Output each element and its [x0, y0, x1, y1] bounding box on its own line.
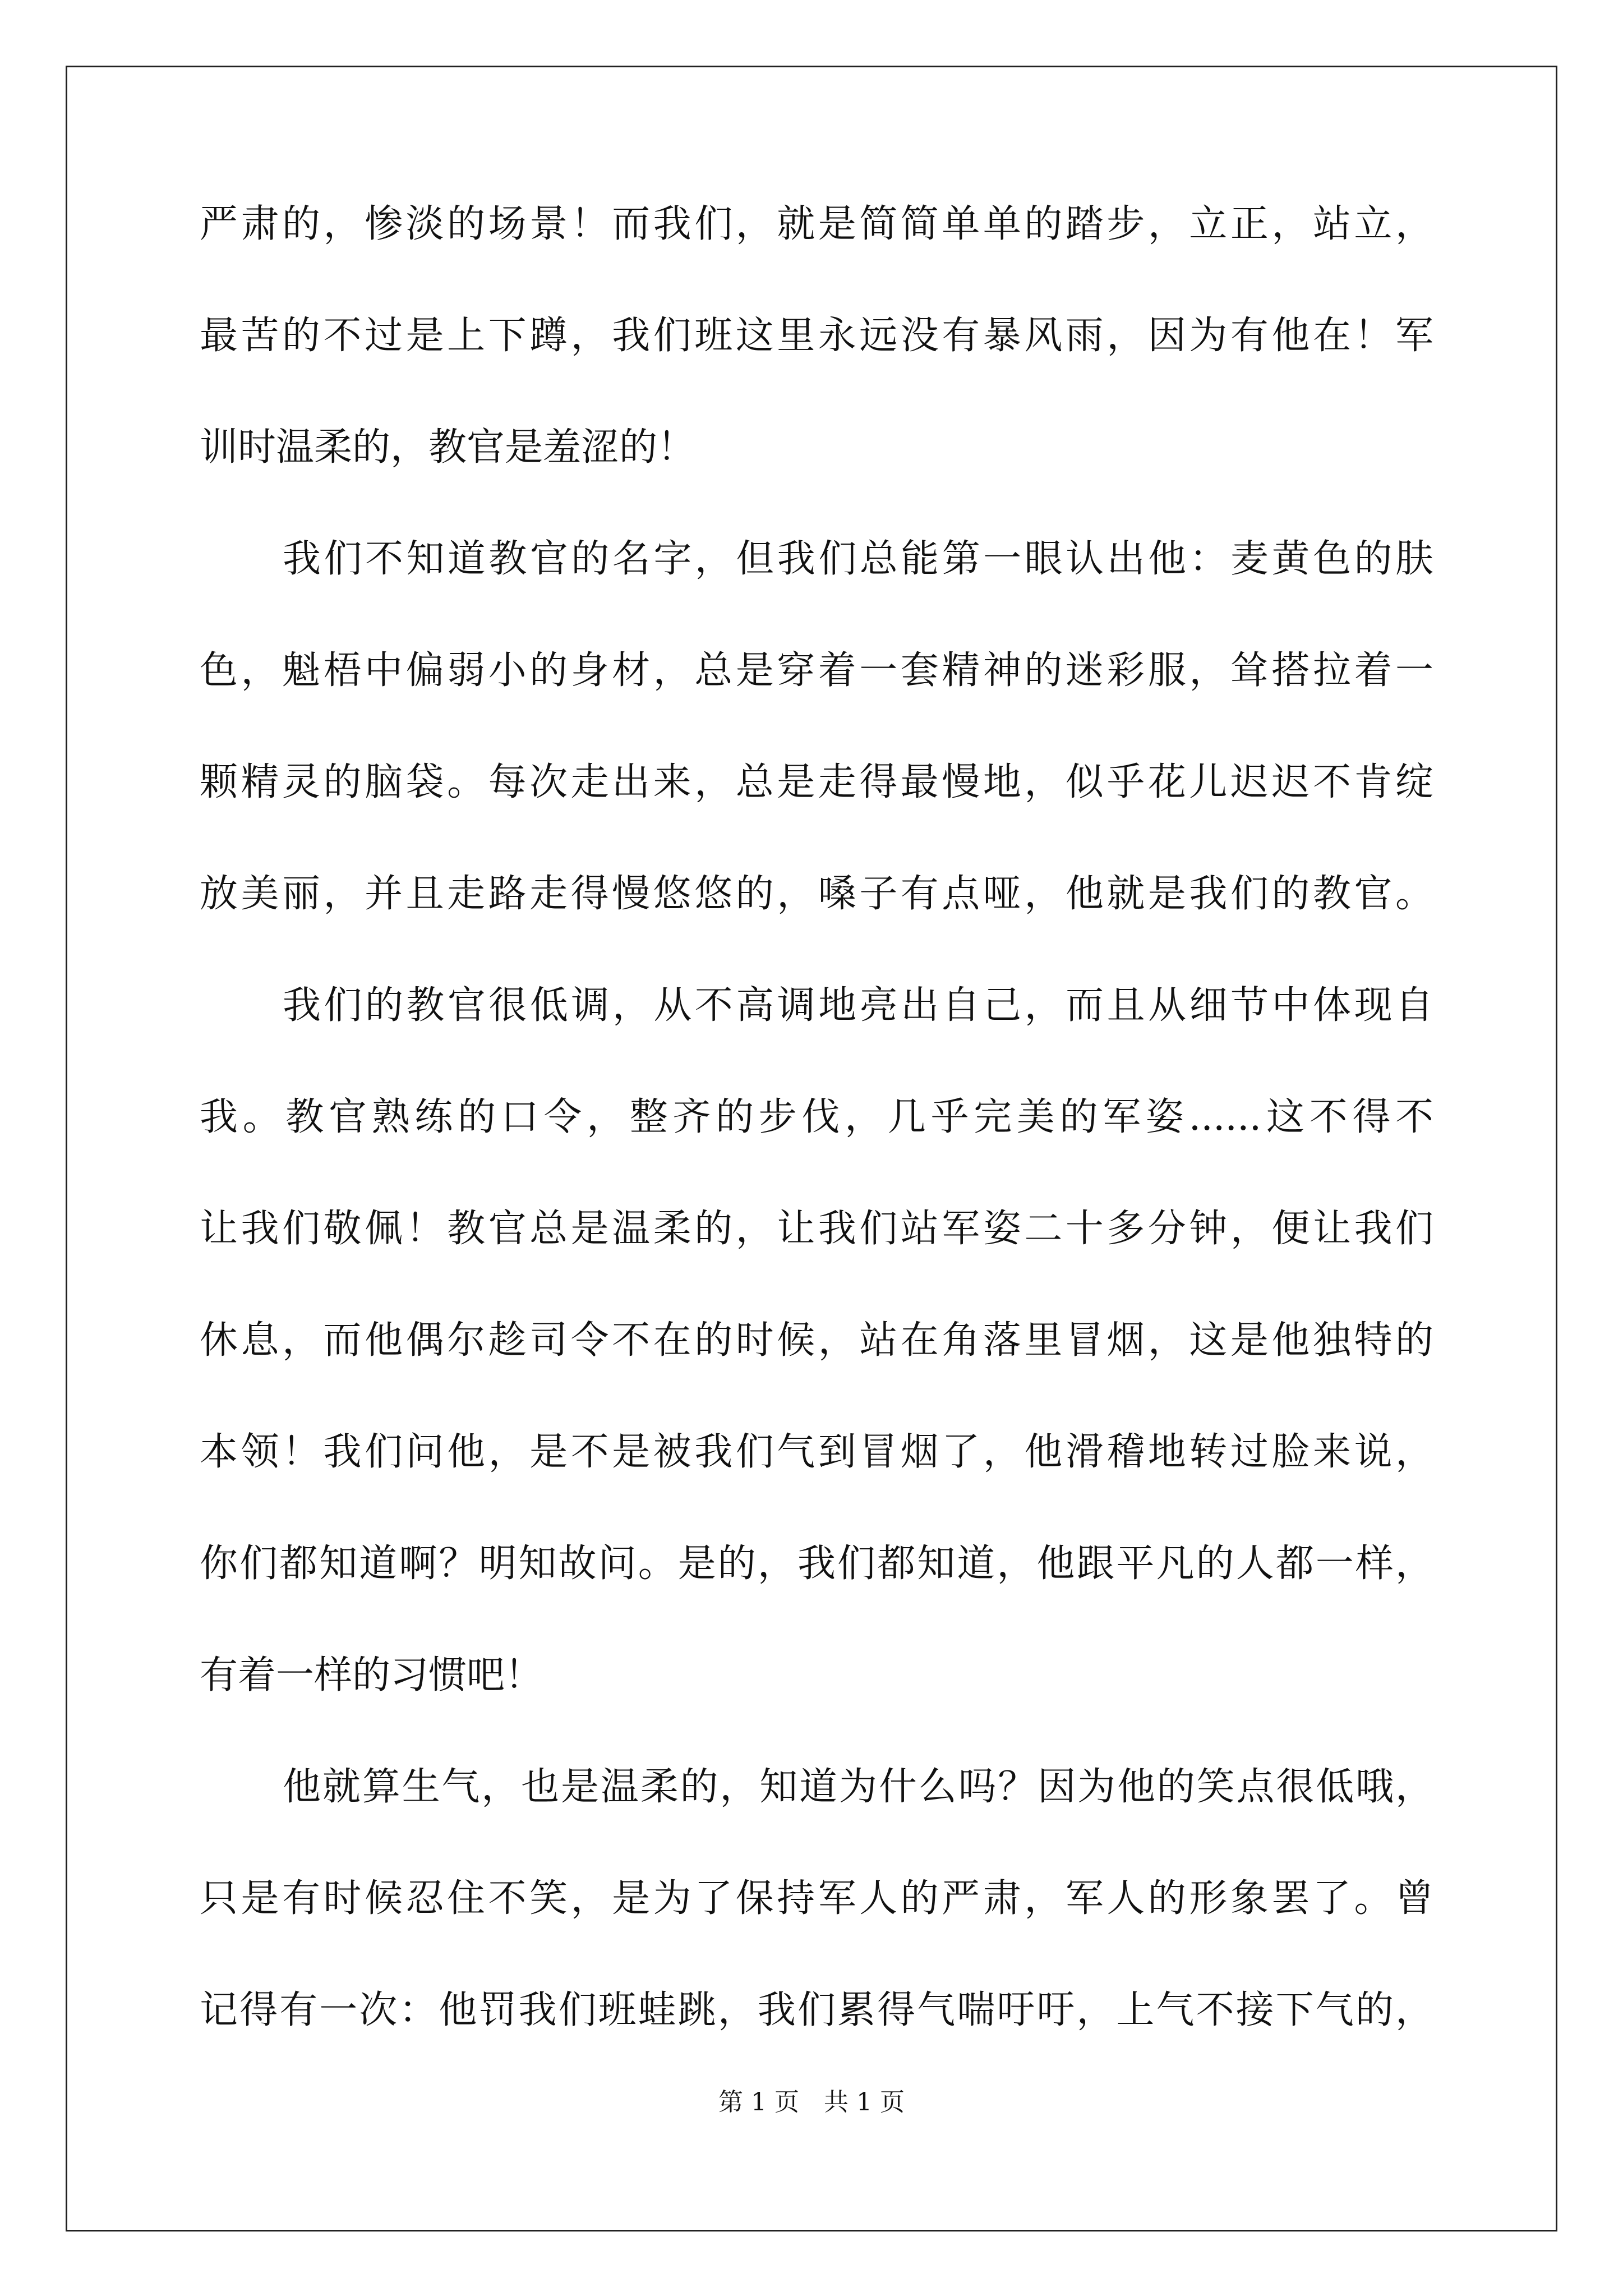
text-line: 他就算生气，也是温柔的，知道为什么吗？因为他的笑点很低哦，: [283, 1765, 1433, 1809]
page-footer: [0, 2086, 1623, 2119]
text-line: 只是有时候忍住不笑，是为了保持军人的严肃，军人的形象罢了。曾: [200, 1876, 1433, 1921]
text-line: 训时温柔的，教官是羞涩的！: [200, 425, 696, 470]
text-line: 有着一样的习惯吧！: [200, 1653, 543, 1697]
text-line: 放美丽，并且走路走得慢悠悠的，嗓子有点哑，他就是我们的教官。: [200, 872, 1433, 916]
text-line: 记得有一次：他罚我们班蛙跳，我们累得气喘吁吁，上气不接下气的，: [200, 1988, 1433, 2032]
text-line: 颗精灵的脑袋。每次走出来，总是走得最慢地，似乎花儿迟迟不肯绽: [200, 760, 1433, 804]
text-line: 我们不知道教官的名字，但我们总能第一眼认出他：麦黄色的肤: [283, 537, 1433, 581]
text-line: 最苦的不过是上下蹲，我们班这里永远没有暴风雨，因为有他在！军: [200, 314, 1433, 358]
text-line: 严肃的，惨淡的场景！而我们，就是简简单单的踏步，立正，站立，: [200, 202, 1433, 246]
text-line: 色，魁梧中偏弱小的身材，总是穿着一套精神的迷彩服，耸搭拉着一: [200, 648, 1433, 693]
page-number: 第 1 页: [718, 2088, 799, 2116]
text-line: 本领！我们问他，是不是被我们气到冒烟了，他滑稽地转过脸来说，: [200, 1430, 1433, 1474]
page-total: 共 1 页: [824, 2088, 905, 2116]
text-line: 我们的教官很低调，从不高调地亮出自己，而且从细节中体现自: [283, 983, 1433, 1028]
text-line: 让我们敬佩！教官总是温柔的，让我们站军姿二十多分钟，便让我们: [200, 1207, 1433, 1251]
text-line: 你们都知道啊？明知故问。是的，我们都知道，他跟平凡的人都一样，: [200, 1542, 1433, 1586]
text-line: 我。教官熟练的口令，整齐的步伐，几乎完美的军姿......这不得不: [200, 1095, 1433, 1139]
text-line: 休息，而他偶尔趁司令不在的时候，站在角落里冒烟，这是他独特的: [200, 1318, 1433, 1363]
